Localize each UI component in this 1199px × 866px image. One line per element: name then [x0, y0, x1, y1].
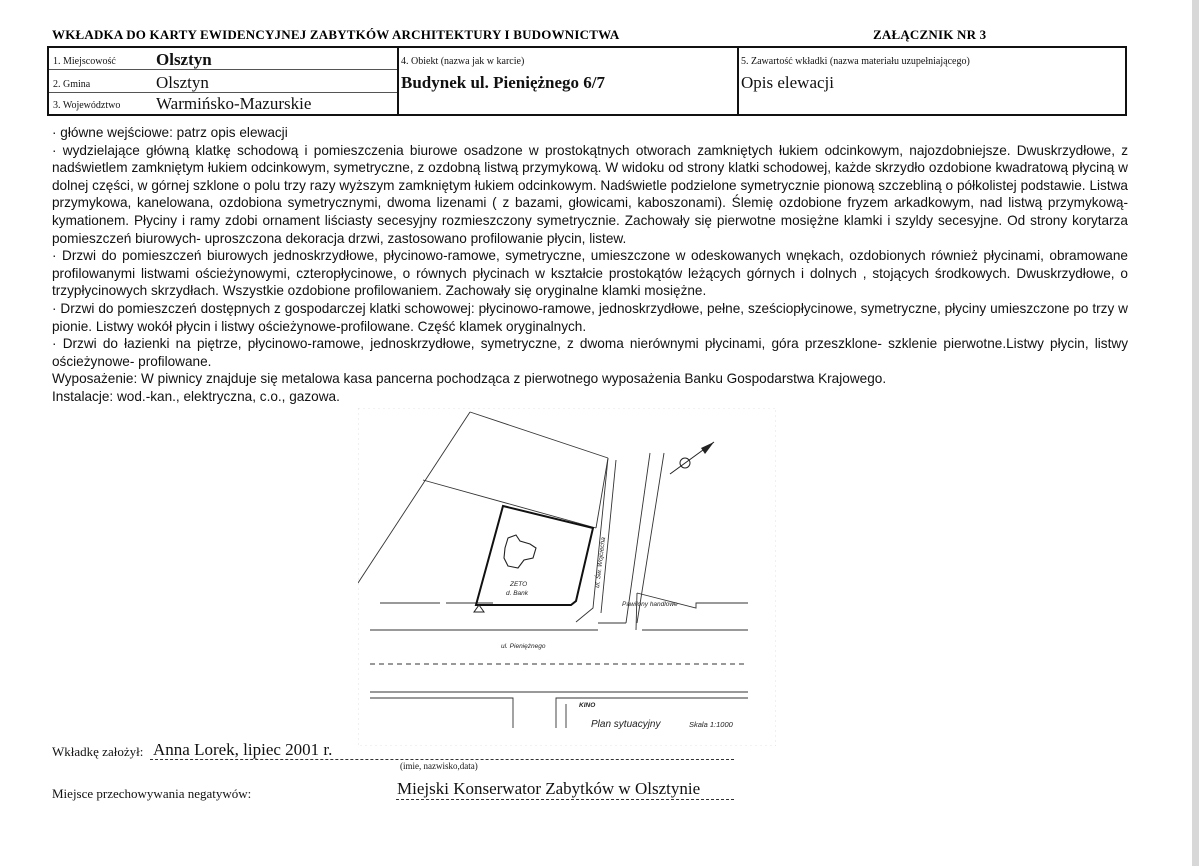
building-label: ZETO	[510, 581, 528, 588]
storage-value: Miejski Konserwator Zabytków w Olsztynie	[397, 779, 701, 798]
map-frame	[358, 408, 776, 746]
document-title: WKŁADKA DO KARTY EWIDENCYJNEJ ZABYTKÓW ARCHITEKTURY I BUDOWNICTWA	[52, 27, 620, 42]
gmina-value: Olsztyn	[156, 73, 209, 92]
miejscowosc-label: 1. Miejscowość	[53, 56, 116, 67]
street-label: ul. Św. Wojciecha	[594, 536, 608, 589]
zawartosc-value: Opis elewacji	[741, 73, 834, 92]
header-fields-box	[47, 46, 1127, 116]
wojewodztwo-label: 3. Województwo	[53, 100, 121, 111]
description-text	[52, 124, 1128, 406]
paragraph: · Drzwi do pomieszczeń dostępnych z gospodarczej klatki schowowej: płycinowo-ramowe, jednoskrzydłowe, pełne, sześciopłycinowe, symetryczne, płyciny umieszczone po trzy w pionie. Listwy wokół płycin i listwy ościeżynowe-profilowane. Część klamek oryginalnych.	[52, 300, 1128, 334]
paragraph: Instalacje: wod.-kan., elektryczna, c.o., gazowa.	[52, 388, 340, 404]
founder-label: Wkładkę założył:	[52, 744, 144, 759]
site-plan-map	[358, 408, 776, 746]
zawartosc-label: 5. Zawartość wkładki (nazwa materiału uzupełniającego)	[741, 56, 970, 67]
miejscowosc-value: Olsztyn	[156, 50, 212, 69]
column-divider	[737, 48, 739, 114]
plan-scale: Skala 1:1000	[689, 720, 733, 729]
founder-underline	[150, 759, 734, 760]
column-divider	[397, 48, 399, 114]
kino-label: KINO	[579, 702, 596, 709]
row-divider	[49, 69, 397, 70]
scan-edge	[1192, 0, 1199, 866]
storage-underline	[396, 799, 734, 800]
building-label: d. Bank	[506, 590, 529, 597]
storage-label: Miejsce przechowywania negatywów:	[52, 786, 252, 801]
obiekt-label: 4. Obiekt (nazwa jak w karcie)	[401, 56, 525, 67]
attachment-number: ZAŁĄCZNIK NR 3	[873, 27, 987, 42]
wojewodztwo-value: Warmińsko-Mazurskie	[156, 94, 312, 113]
founder-hint: (imie, nazwisko,data)	[400, 761, 478, 771]
paragraph: · wydzielające główną klatkę schodową i pomieszczenia biurowe osadzone w prostokątnych otworach zamkniętych łukiem odcinkowym, najozdobniejsze. Dwuskrzydłowe, z nadświetlem zamkniętym łukiem odcinkowym, symetryczne, z ozdobną listwą przymykową. W widoku od strony klatki schodowej, każde skrzydło ozdobione kwadratową płyciną w dolnej części, w górnej szklone o polu trzy razy wyższym zamkniętym łukiem odcinkowym. Nadświetle podzielone symetrycznie pionową szczebliną o półkolistej podstawie. Listwa przymykowa, kanelowana, ozdobiona symetrycznymi, dwoma lizenami ( z bazami, głowicami, kaboszonami). Ślemię ozdobione fryzem arkadkowym, nad listwą przymykową-kymationem. Płyciny i ramy zdobi ornament liściasty secesyjny rozmieszczony symetrycznie. Zachowały się pierwotne mosiężne klamki i szyldy secesyjne. Od strony korytarza pomieszczeń biurowych- uproszczona dekoracja drzwi, zastosowano profilowanie płycin, listew.	[52, 142, 1128, 246]
paragraph: · Drzwi do pomieszczeń biurowych jednoskrzydłowe, płycinowo-ramowe, symetryczne, umieszczone w odeskowanych wnękach, ozdobionych również płycinami, obramowane profilowanymi listwami ościeżynowymi, czteropłycinowe, o równych płycinach w kształcie prostokątów leżących górnych i dolnych , stojących środkowych. Dwuskrzydłowe, o trzypłycinowych skrzydłach. Wszystkie ozdobione profilowaniem. Zachowały się oryginalne klamki mosiężne.	[52, 248, 1128, 299]
gmina-label: 2. Gmina	[53, 79, 91, 90]
founder-value: Anna Lorek, lipiec 2001 r.	[153, 740, 333, 759]
paragraph: · Drzwi do łazienki na piętrze, płycinowo-ramowe, jednoskrzydłowe, symetryczne, z dwoma nierównymi płycinami, góra przeszklone- szklenie pierwotne.Listwy płycin, listwy ościeżynowe- profilowane.	[52, 336, 1128, 369]
plan-title: Plan sytuacyjny	[591, 719, 661, 730]
paragraph: · główne wejściowe: patrz opis elewacji	[52, 125, 288, 140]
obiekt-value: Budynek ul. Pieniężnego 6/7	[401, 73, 606, 92]
row-divider	[49, 92, 397, 93]
pavilions-label: Pawilony handlowe	[622, 601, 678, 608]
street-label: ul. Pieniężnego	[501, 643, 546, 650]
paragraph: Wyposażenie: W piwnicy znajduje się metalowa kasa pancerna pochodząca z pierwotnego wyposażenia Banku Gospodarstwa Krajowego.	[52, 371, 887, 387]
